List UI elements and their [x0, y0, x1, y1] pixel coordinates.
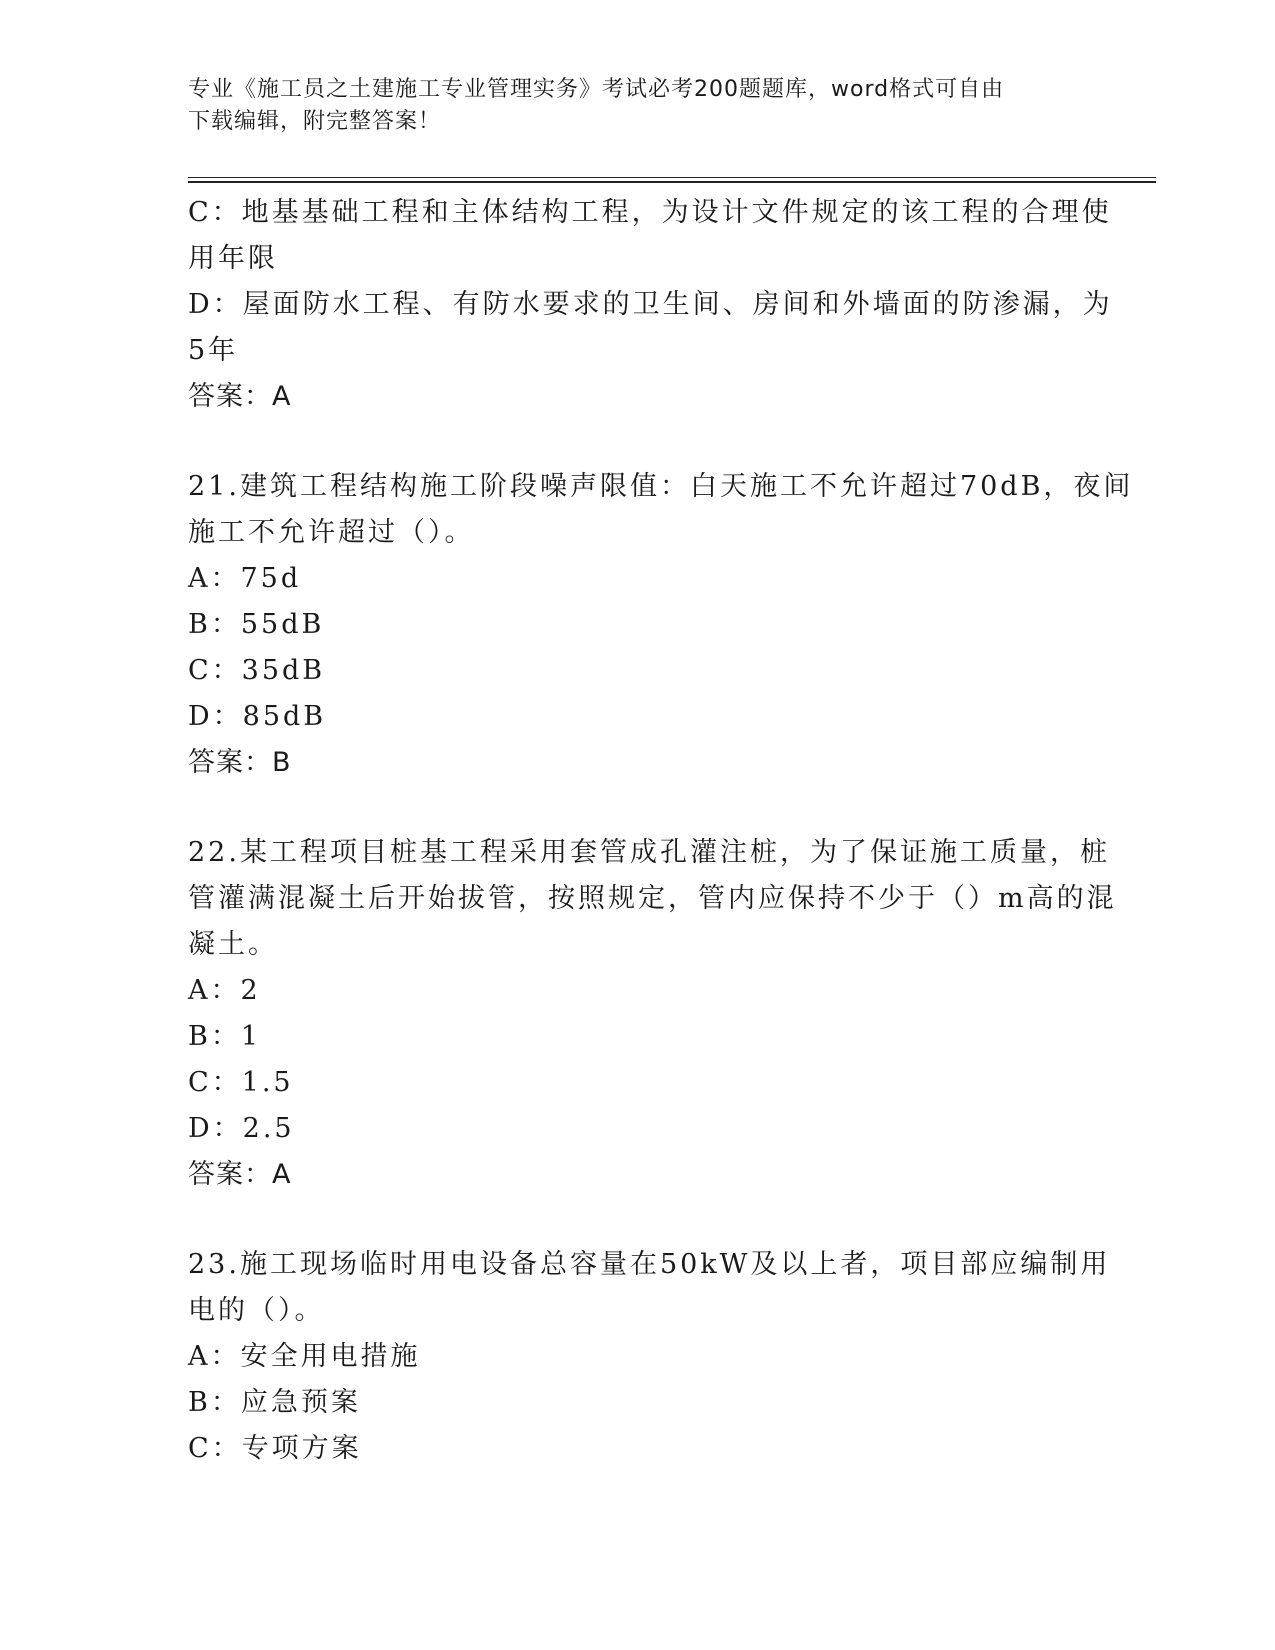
document-body: [188, 190, 1134, 1472]
option-a: A：安全用电措施: [188, 1341, 421, 1372]
question-stem-line-2: 电的（）。: [188, 1295, 325, 1326]
header-divider-thin: [188, 177, 1156, 178]
answer-line: 答案：A: [188, 381, 292, 412]
option-b: B：应急预案: [188, 1387, 361, 1418]
question-stem-line-3: 凝土。: [188, 929, 278, 960]
option-c: C：专项方案: [188, 1433, 362, 1464]
prev-question-block: [188, 190, 1113, 420]
question-23: [188, 1242, 1111, 1472]
header-line-2: 下载编辑，附完整答案！: [188, 109, 442, 134]
option-a: A：75d: [188, 563, 302, 594]
question-stem-line-1: 22.某工程项目桩基工程采用套管成孔灌注桩，为了保证施工质量，桩: [188, 837, 1110, 868]
option-c-line-2: 用年限: [188, 243, 278, 274]
option-b: B：55dB: [188, 609, 325, 640]
option-d: D：85dB: [188, 701, 327, 732]
option-d-line-2: 5年: [188, 335, 239, 366]
option-c-line-1: C：地基基础工程和主体结构工程，为设计文件规定的该工程的合理使: [188, 197, 1112, 228]
header-divider-thick: [188, 181, 1156, 183]
question-stem-line-1: 23.施工现场临时用电设备总容量在50kW及以上者，项目部应编制用: [188, 1249, 1111, 1280]
question-stem-line-2: 管灌满混凝土后开始拔管，按照规定，管内应保持不少于（）m高的混: [188, 883, 1117, 914]
option-b: B：1: [188, 1021, 262, 1052]
question-stem-line-1: 21.建筑工程结构施工阶段噪声限值：白天施工不允许超过70dB，夜间: [188, 471, 1134, 502]
document-header: [188, 74, 1088, 138]
option-d-line-1: D：屋面防水工程、有防水要求的卫生间、房间和外墙面的防渗漏，为: [188, 289, 1113, 320]
answer-line: 答案：A: [188, 1159, 292, 1190]
question-stem-line-2: 施工不允许超过（）。: [188, 517, 475, 548]
option-c: C：35dB: [188, 655, 326, 686]
option-c: C：1.5: [188, 1067, 294, 1098]
question-21: [188, 464, 1134, 786]
option-a: A：2: [188, 975, 261, 1006]
question-22: [188, 830, 1117, 1198]
answer-line: 答案：B: [188, 747, 292, 778]
option-d: D：2.5: [188, 1113, 295, 1144]
header-line-1: 专业《施工员之土建施工专业管理实务》考试必考200题题库，word格式可自由: [188, 77, 1005, 102]
